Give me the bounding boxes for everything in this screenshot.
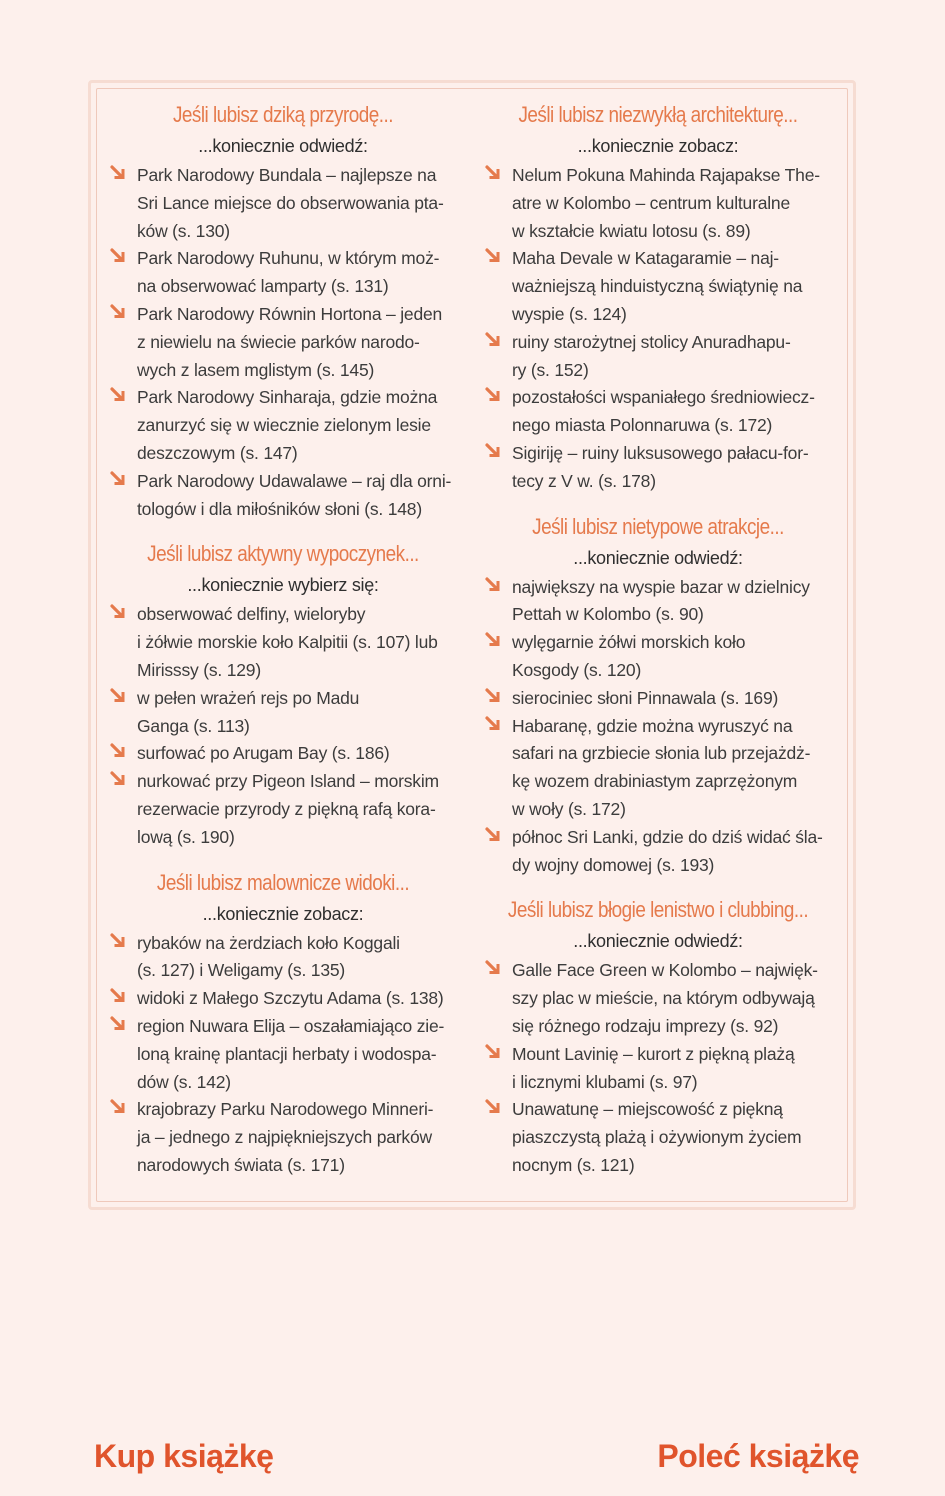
recommendation-list	[108, 930, 458, 1180]
list-item-line: w kształcie kwiatu lotosu (s. 89)	[512, 220, 751, 241]
list-item-line: surfować po Arugam Bay (s. 186)	[137, 743, 390, 764]
list-item-line: nego miasta Polonnaruwa (s. 172)	[512, 415, 773, 436]
recommend-book-link[interactable]: Poleć książkę	[657, 1438, 859, 1474]
list-item-line: północ Sri Lanki, gdzie do dziś widać śla-	[512, 826, 823, 847]
section-subtitle: ...koniecznie wybierz się:	[187, 575, 379, 596]
list-item-line: nurkować przy Pigeon Island – morskim	[137, 771, 439, 792]
list-item-line: Mount Lavinię – kurort z piękną plażą	[512, 1043, 795, 1064]
arrow-down-right-icon	[110, 164, 126, 182]
list-item-line: safari na grzbiecie słonia lub przejażdż-	[512, 743, 811, 764]
arrow-down-right-icon	[110, 1098, 126, 1116]
list-item-line: Galle Face Green w Kolombo – najwięk-	[512, 960, 818, 981]
list-item-line: wylęgarnie żółwi morskich koło	[512, 632, 746, 653]
list-item-line: rybaków na żerdziach koło Koggali	[137, 932, 400, 953]
list-item-line: i żółwie morskie koło Kalpitii (s. 107) lub	[137, 632, 438, 653]
arrow-down-right-icon	[110, 470, 126, 488]
arrow-down-right-icon	[110, 742, 126, 760]
section	[108, 98, 458, 523]
list-item-line: Park Narodowy Sinharaja, gdzie można	[137, 387, 438, 408]
list-item	[108, 985, 458, 1013]
section	[483, 98, 833, 496]
arrow-down-right-icon	[110, 303, 126, 321]
buy-book-link[interactable]: Kup książkę	[94, 1438, 274, 1474]
list-item	[483, 629, 833, 685]
list-item	[108, 740, 458, 768]
list-item	[108, 301, 458, 384]
arrow-down-right-icon	[110, 770, 126, 788]
section	[483, 510, 833, 880]
arrow-down-right-icon	[110, 603, 126, 621]
list-item-line: obserwować delfiny, wieloryby	[137, 604, 366, 625]
arrow-down-right-icon	[485, 576, 501, 594]
list-item-line: dy wojny domowej (s. 193)	[512, 854, 715, 875]
list-item-line: ja – jednego z najpiękniejszych parków	[137, 1127, 432, 1148]
list-item-line: region Nuwara Elija – oszałamiająco zie-	[137, 1015, 445, 1036]
arrow-down-right-icon	[110, 987, 126, 1005]
list-item	[108, 930, 458, 986]
list-item-line: narodowych świata (s. 171)	[137, 1154, 345, 1175]
list-item-line: zanurzyć się w wiecznie zielonym lesie	[137, 415, 431, 436]
section-title: Jeśli lubisz nietypowe atrakcje...	[532, 513, 784, 539]
list-item-line: w pełen wrażeń rejs po Madu	[137, 687, 360, 708]
list-item	[483, 245, 833, 328]
list-item-line: Park Narodowy Równin Hortona – jeden	[137, 303, 443, 324]
recommendation-list	[483, 957, 833, 1179]
arrow-down-right-icon	[485, 164, 501, 182]
list-item-line: Sigiriję – ruiny luksusowego pałacu-for-	[512, 442, 809, 463]
arrow-down-right-icon	[485, 1043, 501, 1061]
arrow-down-right-icon	[110, 932, 126, 950]
arrow-down-right-icon	[485, 247, 501, 265]
arrow-down-right-icon	[485, 331, 501, 349]
list-item-line: Ganga (s. 113)	[137, 715, 250, 736]
arrow-down-right-icon	[485, 631, 501, 649]
arrow-down-right-icon	[485, 959, 501, 977]
list-item	[108, 1013, 458, 1096]
list-item-line: pozostałości wspaniałego średniowiecz-	[512, 387, 815, 408]
section-subtitle: ...koniecznie odwiedź:	[573, 547, 743, 568]
list-item	[483, 1096, 833, 1179]
list-item-line: i licznymi klubami (s. 97)	[512, 1071, 698, 1092]
list-item-line: się różnego rodzaju imprezy (s. 92)	[512, 1015, 779, 1036]
recommendation-list	[483, 162, 833, 496]
list-item-line: ważniejszą hinduistyczną świątynię na	[512, 276, 803, 297]
list-item	[483, 713, 833, 824]
list-item-line: lową (s. 190)	[137, 826, 235, 847]
list-item-line: ruiny starożytnej stolicy Anuradhapu-	[512, 331, 791, 352]
list-item-line: Unawatunę – miejscowość z piękną	[512, 1099, 783, 1120]
list-item-line: ry (s. 152)	[512, 359, 589, 380]
section	[108, 537, 458, 851]
list-item-line: wyspie (s. 124)	[512, 303, 627, 324]
list-item	[483, 824, 833, 880]
list-item	[483, 384, 833, 440]
list-item-line: nocnym (s. 121)	[512, 1154, 635, 1175]
arrow-down-right-icon	[110, 687, 126, 705]
list-item-line: Park Narodowy Ruhunu, w którym moż-	[137, 248, 440, 269]
list-item-line: widoki z Małego Szczytu Adama (s. 138)	[137, 988, 444, 1009]
section-subtitle: ...koniecznie zobacz:	[202, 903, 364, 924]
recommendation-list	[108, 601, 458, 851]
list-item	[108, 685, 458, 741]
list-item-line: szy plac w mieście, na którym odbywają	[512, 988, 815, 1009]
list-item-line: wych z lasem mglistym (s. 145)	[137, 359, 375, 380]
list-item	[108, 768, 458, 851]
list-item-line: Maha Devale w Katagaramie – naj-	[512, 248, 779, 269]
list-item	[483, 162, 833, 245]
list-item-line: z niewielu na świecie parków narodo-	[137, 331, 420, 352]
arrow-down-right-icon	[485, 386, 501, 404]
list-item-line: kę wozem drabiniastym zaprzężonym	[512, 771, 798, 792]
list-item	[108, 162, 458, 245]
list-item-line: krajobrazy Parku Narodowego Minneri-	[137, 1099, 434, 1120]
list-item	[483, 574, 833, 630]
recommendation-list	[108, 162, 458, 523]
arrow-down-right-icon	[485, 442, 501, 460]
list-item	[483, 685, 833, 713]
list-item	[483, 957, 833, 1040]
section-title: Jeśli lubisz malownicze widoki...	[156, 869, 410, 895]
list-item	[483, 1041, 833, 1097]
arrow-down-right-icon	[110, 247, 126, 265]
section-title: Jeśli lubisz aktywny wypoczynek...	[147, 541, 419, 567]
section	[483, 893, 833, 1179]
arrow-down-right-icon	[485, 687, 501, 705]
section-title: Jeśli lubisz błogie lenistwo i clubbing...	[507, 897, 809, 923]
list-item-line: atre w Kolombo – centrum kulturalne	[512, 192, 790, 213]
arrow-down-right-icon	[110, 1015, 126, 1033]
list-item	[483, 329, 833, 385]
arrow-down-right-icon	[485, 1098, 501, 1116]
list-item-line: dów (s. 142)	[137, 1071, 231, 1092]
arrow-down-right-icon	[485, 826, 501, 844]
list-item-line: Kosgody (s. 120)	[512, 659, 642, 680]
list-item	[108, 245, 458, 301]
left-column	[108, 98, 458, 1194]
arrow-down-right-icon	[485, 715, 501, 733]
section-subtitle: ...koniecznie odwiedź:	[573, 931, 743, 952]
list-item-line: Park Narodowy Bundala – najlepsze na	[137, 165, 437, 185]
list-item-line: (s. 127) i Weligamy (s. 135)	[137, 960, 346, 981]
list-item-line: Sri Lance miejsce do obserwowania pta-	[137, 192, 444, 213]
list-item-line: sierociniec słoni Pinnawala (s. 169)	[512, 687, 779, 708]
recommendation-list	[483, 574, 833, 880]
list-item-line: na obserwować lamparty (s. 131)	[137, 276, 389, 297]
list-item	[483, 440, 833, 496]
section	[108, 866, 458, 1180]
list-item	[108, 1096, 458, 1179]
arrow-down-right-icon	[110, 386, 126, 404]
list-item-line: ków (s. 130)	[137, 220, 230, 241]
list-item-line: Park Narodowy Udawalawe – raj dla orni-	[137, 470, 452, 491]
list-item	[108, 468, 458, 524]
list-item-line: rezerwacie przyrody z piękną rafą kora-	[137, 798, 436, 819]
list-item-line: Mirisssy (s. 129)	[137, 659, 261, 680]
list-item-line: Habaranę, gdzie można wyruszyć na	[512, 715, 793, 736]
section-subtitle: ...koniecznie odwiedź:	[198, 136, 368, 156]
section-title: Jeśli lubisz dziką przyrodę...	[172, 102, 394, 127]
list-item-line: największy na wyspie bazar w dzielnicy	[512, 576, 810, 597]
list-item-line: w woły (s. 172)	[512, 798, 626, 819]
list-item-line: Pettah w Kolombo (s. 90)	[512, 604, 704, 625]
list-item-line: deszczowym (s. 147)	[137, 442, 298, 463]
section-subtitle: ...koniecznie zobacz:	[577, 136, 739, 156]
right-column	[483, 98, 833, 1194]
list-item-line: piaszczystą plażą i ożywionym życiem	[512, 1127, 802, 1148]
list-item-line: Nelum Pokuna Mahinda Rajapakse The-	[512, 165, 820, 185]
list-item-line: tecy z V w. (s. 178)	[512, 470, 656, 491]
list-item-line: tologów i dla miłośników słoni (s. 148)	[137, 498, 422, 519]
list-item	[108, 601, 458, 684]
list-item-line: loną krainę plantacji herbaty i wodospa-	[137, 1043, 437, 1064]
section-title: Jeśli lubisz niezwykłą architekturę...	[518, 102, 798, 127]
list-item	[108, 384, 458, 467]
